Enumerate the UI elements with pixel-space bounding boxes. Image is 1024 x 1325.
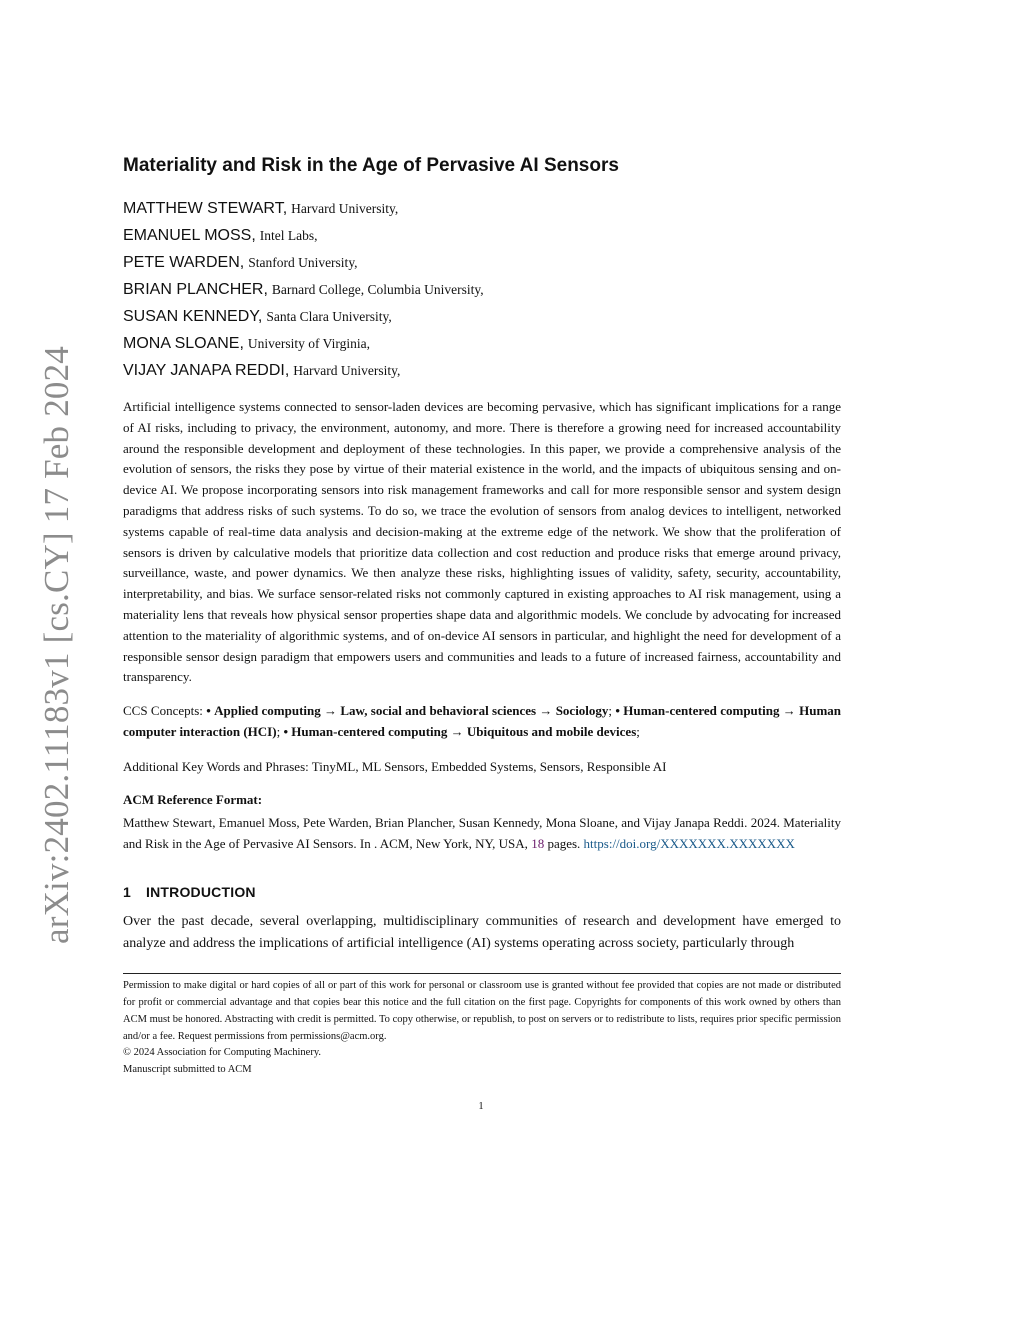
author-name: MONA SLOANE,: [123, 335, 244, 352]
ccs-concept: Human-centered computing → Human computer interaction (HCI): [123, 703, 842, 739]
author-name: BRIAN PLANCHER,: [123, 281, 268, 298]
author-entry: [123, 251, 484, 278]
author-name: VIJAY JANAPA REDDI,: [123, 362, 290, 379]
abstract: Artificial intelligence systems connected to sensor-laden devices are becoming pervasive, which has significant implications for a range of AI risks, including to privacy, the environment, autonomy, and more. There is therefore a growing need for increased accountability around the responsible development and deployment of these technologies. In this paper, we provide a comprehensive analysis of the evolution of sensors, the risks they pose by virtue of their material existence in the world, and the impacts of ubiquitous sensing and on-device AI. We propose incorporating sensors into risk management frameworks and call for more responsible sensor and system design paradigms that address risks of such systems. To do so, we trace the evolution of sensors from analog devices to intelligent, networked systems capable of real-time data analysis and decision-making at the extreme edge of the network. We show that the proliferation of sensors is driven by calculative models that prioritize data collection and cost reduction and produce risks that emerge around privacy, surveillance, waste, and power dynamics. We then analyze these risks, highlighting issues of validity, safety, security, accountability, interpretability, and bias. We surface sensor-related risks not commonly captured in existing approaches to AI risk management, using a materiality lens that reveals how physical sensor properties shape data and algorithmic models. We conclude by advocating for increased attention to the materiality of algorithmic systems, and of on-device AI sensors in particular, and highlight the need for development of a responsible sensor design paradigm that empowers users and communities and leads to a future of increased fairness, accountability and transparency.: [123, 399, 841, 685]
additional-keywords: Additional Key Words and Phrases: TinyML, ML Sensors, Embedded Systems, Sensors, Responsible AI: [123, 759, 667, 774]
author-entry: [123, 197, 484, 224]
ccs-separator: ;: [608, 703, 613, 718]
author-entry: [123, 359, 484, 386]
ccs-bullet: •: [615, 703, 620, 718]
section-title: INTRODUCTION: [146, 884, 256, 900]
author-affiliation: University of Virginia,: [247, 336, 370, 351]
ccs-concept: Applied computing → Law, social and behavioral sciences → Sociology: [214, 703, 609, 718]
section-number: 1: [123, 884, 131, 900]
author-affiliation: Intel Labs,: [259, 228, 318, 243]
author-entry: [123, 278, 484, 305]
copyright-notice: © 2024 Association for Computing Machinery.: [123, 1047, 322, 1058]
doi-link[interactable]: https://doi.org/XXXXXXX.XXXXXXX: [583, 835, 795, 851]
section-heading: [123, 884, 256, 900]
ccs-label: CCS Concepts:: [123, 703, 203, 718]
ccs-separator: ;: [276, 723, 281, 739]
introduction-paragraph: Over the past decade, several overlapping, multidisciplinary communities of research and development have emerged to analyze and address the implications of artificial intelligence (AI) systems operating across society, particularly through: [123, 914, 841, 951]
permission-notice: Permission to make digital or hard copies of all or part of this work for personal or classroom use is granted without fee provided that copies are not made or distributed for profit or commercial advantage and that copies bear this notice and the full citation on the first page. Copyrights for components of this work owned by others than ACM must be honored. Abstracting with credit is permitted. To copy otherwise, or republish, to post on servers or to redistribute to lists, requires prior specific permission and/or a fee. Request permissions from permissions@acm.org.: [123, 980, 841, 1042]
author-name: PETE WARDEN,: [123, 254, 245, 271]
ccs-concept: Human-centered computing → Ubiquitous and mobile devices: [291, 723, 637, 739]
author-list: [123, 197, 484, 386]
footnote-divider: [123, 973, 841, 974]
author-entry: [123, 332, 484, 359]
paper-title: Materiality and Risk in the Age of Pervasive AI Sensors: [123, 155, 619, 176]
ccs-concepts: [123, 701, 841, 743]
author-name: MATTHEW STEWART,: [123, 200, 288, 217]
page-number: 1: [478, 1101, 484, 1112]
author-affiliation: Barnard College, Columbia University,: [271, 282, 484, 297]
acm-reference-text: [123, 813, 841, 855]
author-name: SUSAN KENNEDY,: [123, 308, 263, 325]
author-entry: [123, 224, 484, 251]
page-count-suffix: pages.: [547, 835, 581, 851]
author-affiliation: Stanford University,: [248, 255, 358, 270]
acm-reference-citation: Matthew Stewart, Emanuel Moss, Pete Warden, Brian Plancher, Susan Kennedy, Mona Sloane, and Vijay Janapa Reddi. 2024. Materiality and Risk in the Age of Pervasive AI Sensors. In . ACM, New York, NY, USA,: [123, 815, 841, 851]
ccs-separator: ;: [636, 723, 640, 739]
ccs-bullet: •: [206, 703, 211, 718]
ccs-bullet: •: [283, 723, 288, 739]
arxiv-identifier-text: arXiv:2402.11183v1 [cs.CY] 17 Feb 2024: [37, 345, 77, 945]
author-name: EMANUEL MOSS,: [123, 227, 256, 244]
author-affiliation: Harvard University,: [293, 363, 401, 378]
author-affiliation: Santa Clara University,: [266, 309, 392, 324]
author-entry: [123, 305, 484, 332]
acm-reference-heading: ACM Reference Format:: [123, 792, 263, 807]
manuscript-notice: Manuscript submitted to ACM: [123, 1064, 252, 1075]
arxiv-identifier-stamp: [27, 345, 87, 945]
page-count-link[interactable]: 18: [531, 835, 545, 851]
author-affiliation: Harvard University,: [291, 201, 399, 216]
